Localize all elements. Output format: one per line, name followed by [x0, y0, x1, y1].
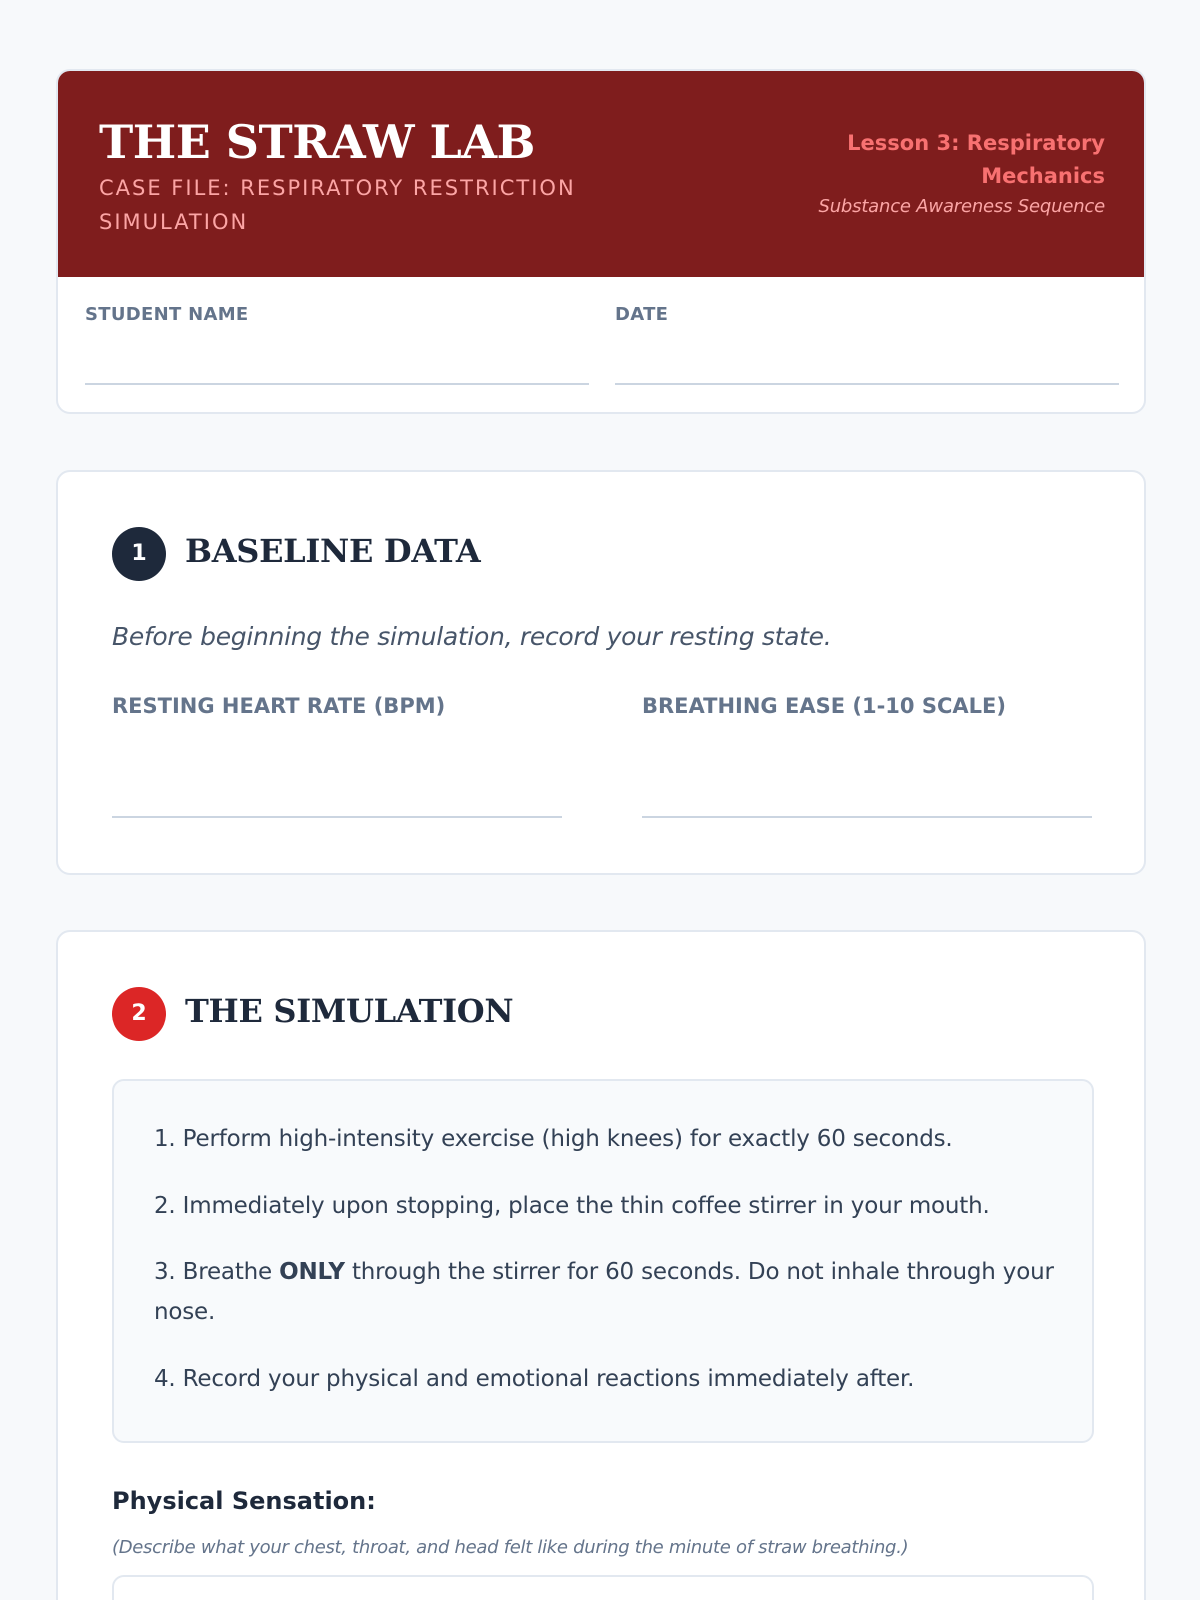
title-banner: [58, 71, 1144, 277]
instruction-emphasis: ONLY: [279, 1259, 345, 1285]
header-card: [56, 69, 1146, 414]
physical-sensation-hint: (Describe what your chest, throat, and head felt like during the minute of straw breathing.): [112, 1537, 909, 1558]
instruction-step: [154, 1252, 1054, 1332]
breathing-ease-field[interactable]: [642, 816, 1092, 818]
student-name-field[interactable]: [85, 383, 589, 385]
case-file-subtitle: CASE FILE: RESPIRATORY RESTRICTION SIMULATION: [99, 176, 576, 234]
step-number-badge: 1: [112, 527, 166, 581]
section-title: THE SIMULATION: [185, 992, 514, 1030]
date-field[interactable]: [615, 383, 1119, 385]
heart-rate-label: RESTING HEART RATE (BPM): [112, 694, 446, 718]
physical-sensation-label: Physical Sensation:: [112, 1487, 376, 1515]
breathing-ease-label: BREATHING EASE (1-10 SCALE): [642, 694, 1006, 718]
instruction-step: 2. Immediately upon stopping, place the thin coffee stirrer in your mouth.: [154, 1193, 990, 1219]
heart-rate-field[interactable]: [112, 816, 562, 818]
instruction-text: 3. Breathe: [154, 1259, 280, 1285]
step-number-badge: 2: [112, 987, 166, 1041]
instruction-text: through the stirrer for 60 seconds. Do not inhale through your nose.: [154, 1259, 1054, 1325]
instructions-box: [112, 1079, 1094, 1443]
instruction-step: 1. Perform high-intensity exercise (high knees) for exactly 60 seconds.: [154, 1126, 953, 1152]
student-name-label: STUDENT NAME: [85, 304, 249, 325]
lesson-title: Lesson 3: Respiratory Mechanics: [847, 131, 1105, 188]
section-intro: Before beginning the simulation, record your resting state.: [112, 622, 832, 651]
section-title: BASELINE DATA: [185, 532, 481, 570]
page-title: THE STRAW LAB: [99, 115, 535, 169]
sequence-label: Substance Awareness Sequence: [818, 196, 1105, 217]
instruction-step: 4. Record your physical and emotional reactions immediately after.: [154, 1366, 915, 1392]
physical-sensation-field[interactable]: [112, 1575, 1094, 1600]
baseline-section: [56, 470, 1146, 875]
date-label: DATE: [615, 304, 669, 325]
simulation-section: [56, 930, 1146, 1600]
